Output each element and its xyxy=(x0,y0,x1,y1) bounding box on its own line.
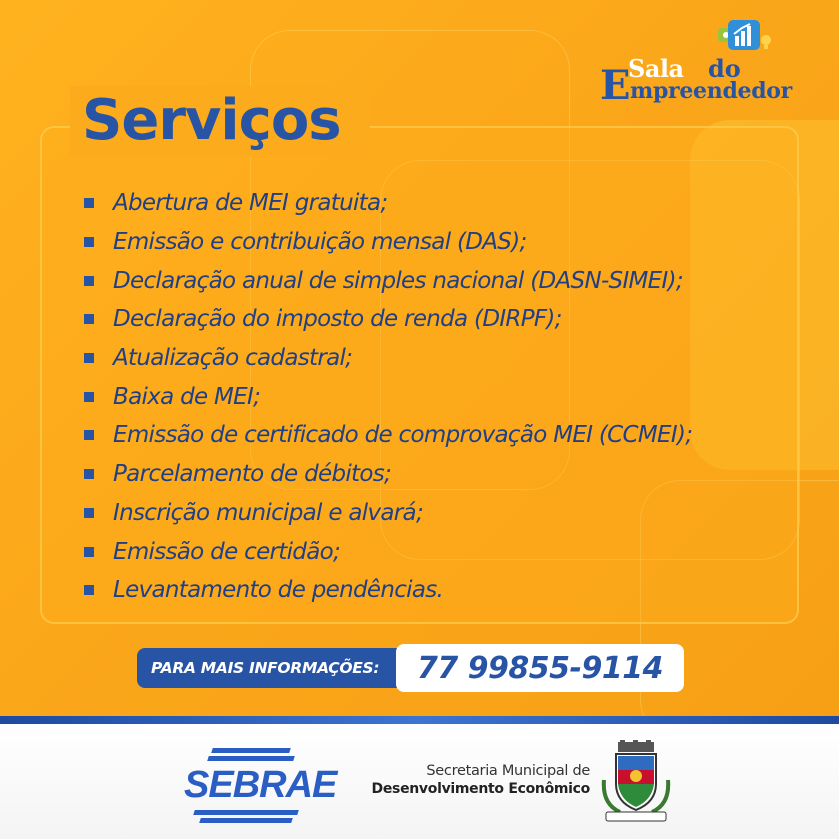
list-item xyxy=(84,494,692,533)
page-title: Serviços xyxy=(82,88,341,153)
logo-bar xyxy=(207,756,295,761)
sebrae-logo xyxy=(178,746,337,824)
logo-bar xyxy=(193,810,299,815)
secretaria-label xyxy=(360,763,590,797)
logo-e-letter: E xyxy=(600,62,631,109)
list-item xyxy=(84,532,692,571)
sala-do-empreendedor-logo xyxy=(600,18,800,109)
logo-sala-text: Sala xyxy=(628,54,684,83)
service-text: Declaração anual de simples nacional (DASN-SIMEI); xyxy=(113,267,683,294)
list-item xyxy=(84,377,692,416)
logo-do-text: do xyxy=(708,54,741,83)
list-item xyxy=(84,184,692,223)
service-text: Emissão de certificado de comprovação MEI (CCMEI); xyxy=(113,422,693,449)
list-item xyxy=(84,223,692,262)
list-item xyxy=(84,339,692,378)
service-text: Atualização cadastral; xyxy=(113,345,353,372)
square-bullet-icon xyxy=(84,508,94,518)
service-text: Abertura de MEI gratuita; xyxy=(113,190,388,217)
square-bullet-icon xyxy=(84,585,94,595)
square-bullet-icon xyxy=(84,276,94,286)
services-list xyxy=(84,184,692,610)
list-item xyxy=(84,416,692,455)
square-bullet-icon xyxy=(84,392,94,402)
sebrae-wordmark: SEBRAE xyxy=(184,764,337,806)
service-text: Baixa de MEI; xyxy=(113,383,261,410)
municipal-crest-icon xyxy=(600,740,672,824)
logo-bar xyxy=(211,748,291,753)
service-text: Levantamento de pendências. xyxy=(113,577,444,604)
service-text: Emissão e contribuição mensal (DAS); xyxy=(113,229,527,256)
square-bullet-icon xyxy=(84,198,94,208)
square-bullet-icon xyxy=(84,469,94,479)
service-text: Declaração do imposto de renda (DIRPF); xyxy=(113,306,562,333)
logo-empreendedor-text: mpreendedor xyxy=(630,78,792,104)
square-bullet-icon xyxy=(84,430,94,440)
secretaria-line-2: Desenvolvimento Econômico xyxy=(371,781,590,797)
logo-bar xyxy=(199,818,293,823)
square-bullet-icon xyxy=(84,237,94,247)
phone-number[interactable]: 77 99855-9114 xyxy=(396,644,684,692)
list-item xyxy=(84,261,692,300)
square-bullet-icon xyxy=(84,547,94,557)
square-bullet-icon xyxy=(84,314,94,324)
list-item xyxy=(84,455,692,494)
service-text: Parcelamento de débitos; xyxy=(113,461,392,488)
square-bullet-icon xyxy=(84,353,94,363)
secretaria-line-1: Secretaria Municipal de xyxy=(426,763,590,779)
blue-divider-stripe xyxy=(0,716,839,724)
list-item xyxy=(84,571,692,610)
service-text: Emissão de certidão; xyxy=(113,538,341,565)
more-info-label: PARA MAIS INFORMAÇÕES: xyxy=(137,648,415,688)
service-text: Inscrição municipal e alvará; xyxy=(113,499,423,526)
list-item xyxy=(84,300,692,339)
